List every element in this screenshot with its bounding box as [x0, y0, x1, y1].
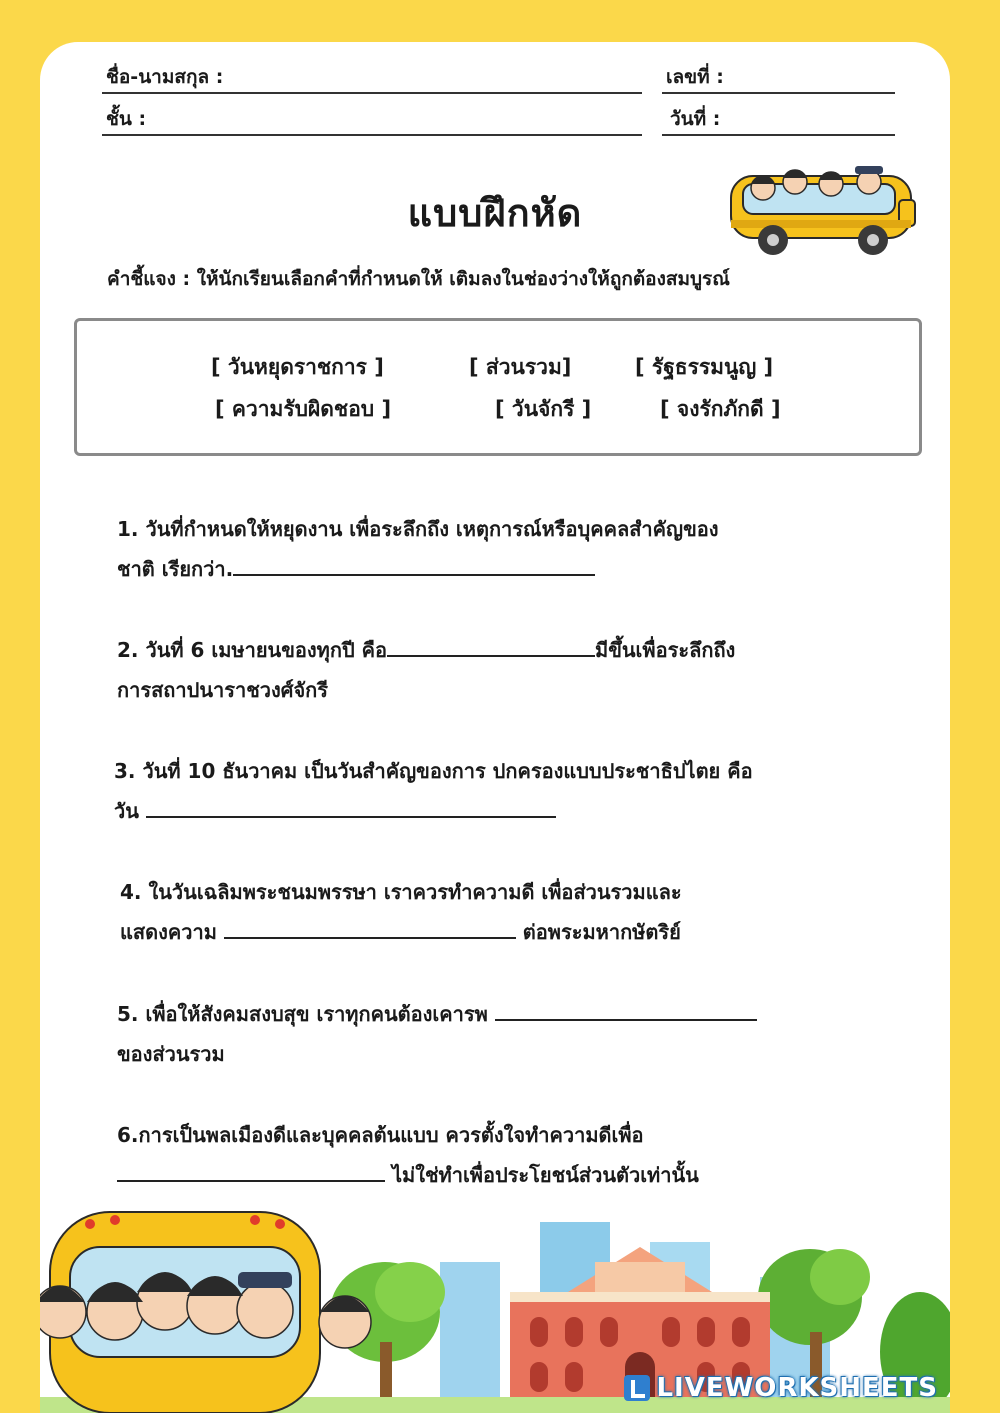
- question-1-line2: ชาติ เรียกว่า.: [117, 557, 234, 581]
- question-5-line2: ของส่วนรวม: [117, 1042, 225, 1066]
- name-line[interactable]: [102, 92, 642, 94]
- question-2-line1-end: มีขึ้นเพื่อระลึกถึง: [595, 638, 736, 662]
- liveworksheets-icon: [624, 1375, 650, 1401]
- question-6: [117, 1115, 699, 1195]
- instruction-text: คำชี้แจง : ให้นักเรียนเลือกคำที่กำหนดให้ เติมลงในช่องว่างให้ถูกต้องสมบูรณ์: [107, 268, 730, 290]
- question-1-line1: 1. วันที่กำหนดให้หยุดงาน เพื่อระลึกถึง เหตุการณ์หรือบุคคลสำคัญของ: [117, 517, 719, 541]
- answer-blank-6[interactable]: [117, 1162, 385, 1182]
- date-line[interactable]: [662, 134, 895, 136]
- question-5: [117, 994, 757, 1074]
- question-3: [114, 751, 753, 831]
- question-6-line1: 6.การเป็นพลเมืองดีและบุคคลต้นแบบ ควรตั้งใจทำความดีเพื่อ: [117, 1123, 644, 1147]
- word-bank-item[interactable]: [ จงรักภักดี ]: [660, 397, 781, 421]
- answer-blank-1[interactable]: [233, 556, 595, 576]
- question-3-line1: 3. วันที่ 10 ธันวาคม เป็นวันสำคัญของการ ปกครองแบบประชาธิปไตย คือ: [114, 759, 753, 783]
- number-label: เลขที่ :: [666, 66, 724, 88]
- answer-blank-2[interactable]: [387, 637, 595, 657]
- worksheet-page: [40, 42, 950, 1413]
- name-row: [102, 54, 895, 94]
- class-label: ชั้น :: [106, 108, 147, 130]
- question-4-line2: แสดงความ: [120, 920, 224, 944]
- question-4-line2-end: ต่อพระมหากษัตริย์: [515, 920, 681, 944]
- question-3-line2: วัน: [114, 799, 146, 823]
- answer-blank-3[interactable]: [146, 798, 556, 818]
- word-bank-item[interactable]: [ รัฐธรรมนูญ ]: [635, 355, 774, 379]
- word-bank-item[interactable]: [ วันหยุดราชการ ]: [211, 355, 384, 379]
- brand-text: LIVEWORKSHEETS: [656, 1373, 938, 1403]
- word-bank-item[interactable]: [ วันจักรี ]: [495, 397, 592, 421]
- question-2-line1: 2. วันที่ 6 เมษายนของทุกปี คือ: [117, 638, 388, 662]
- question-4-line1: 4. ในวันเฉลิมพระชนมพรรษา เราควรทำความดี เพื่อส่วนรวมและ: [120, 880, 682, 904]
- page-title: แบบฝึกหัด: [407, 191, 583, 235]
- number-line[interactable]: [662, 92, 895, 94]
- answer-blank-5[interactable]: [495, 1001, 757, 1021]
- class-row: [102, 96, 895, 136]
- class-line[interactable]: [102, 134, 642, 136]
- question-4: [120, 872, 682, 952]
- word-bank-item[interactable]: [ ความรับผิดชอบ ]: [215, 397, 392, 421]
- word-bank-item[interactable]: [ ส่วนรวม]: [469, 355, 572, 379]
- date-label: วันที่ :: [670, 108, 721, 130]
- question-2-line2: การสถาปนาราชวงศ์จักรี: [117, 678, 329, 702]
- question-6-line2-end: ไม่ใช่ทำเพื่อประโยชน์ส่วนตัวเท่านั้น: [385, 1163, 699, 1187]
- question-2: [117, 630, 735, 710]
- answer-blank-4[interactable]: [224, 919, 516, 939]
- name-label: ชื่อ-นามสกุล :: [106, 66, 224, 88]
- word-bank-box: [74, 318, 922, 456]
- question-5-line1: 5. เพื่อให้สังคมสงบสุข เราทุกคนต้องเคารพ: [117, 1002, 495, 1026]
- question-1: [117, 509, 719, 589]
- liveworksheets-logo[interactable]: [624, 1373, 938, 1403]
